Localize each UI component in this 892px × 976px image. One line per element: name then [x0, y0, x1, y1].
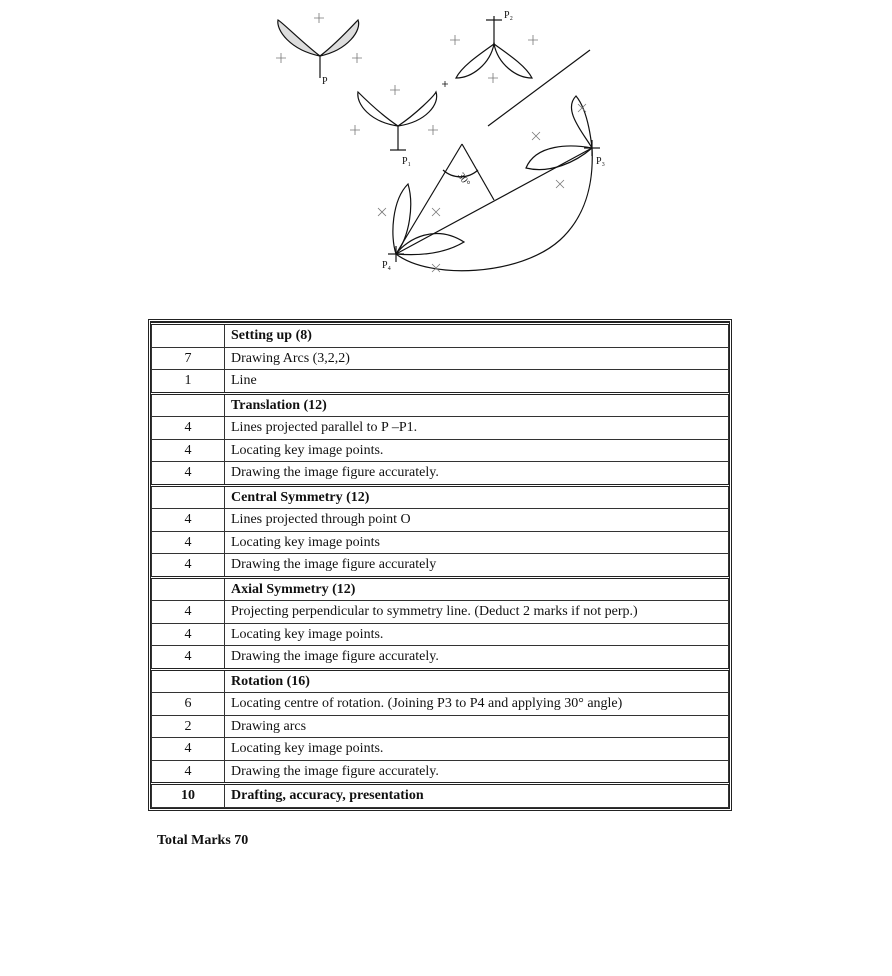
label-p1: P₁ [402, 156, 412, 167]
criterion-cell: Drawing the image figure accurately. [225, 462, 729, 486]
criterion-row [152, 738, 729, 761]
criterion-cell: Locating key image points [225, 531, 729, 554]
criterion-cell: Central Symmetry (12) [225, 485, 729, 509]
translated-figure [358, 92, 437, 150]
criterion-cell: Projecting perpendicular to symmetry line. (Deduct 2 marks if not perp.) [225, 601, 729, 624]
criterion-cell: Locating centre of rotation. (Joining P3 to P4 and applying 30° angle) [225, 693, 729, 716]
section-header-row [152, 324, 729, 348]
section-header-row [152, 393, 729, 417]
criterion-cell: Locating key image points. [225, 439, 729, 462]
symmetry-line [488, 50, 590, 126]
total-marks: Total Marks 70 [157, 833, 249, 848]
marks-cell: 4 [152, 417, 225, 440]
final-row [152, 784, 729, 808]
label-p3: P₃ [596, 156, 606, 167]
criterion-row [152, 601, 729, 624]
criterion-cell: Lines projected through point O [225, 509, 729, 532]
marks-cell [152, 485, 225, 509]
criterion-cell: Drawing the image figure accurately. [225, 760, 729, 784]
label-p2: P₂ [504, 10, 514, 21]
criterion-row [152, 347, 729, 370]
marks-cell: 4 [152, 760, 225, 784]
marks-cell [152, 577, 225, 601]
central-symmetry-figure [456, 16, 532, 78]
criterion-row [152, 715, 729, 738]
marks-cell [152, 669, 225, 693]
axial-symmetry-figure [526, 96, 600, 170]
construction-marks [276, 13, 586, 272]
marks-cell: 4 [152, 646, 225, 670]
criterion-row [152, 554, 729, 578]
criterion-cell: Drawing arcs [225, 715, 729, 738]
label-p4: P₄ [382, 260, 392, 271]
criterion-row [152, 646, 729, 670]
section-header-row [152, 485, 729, 509]
criterion-row [152, 509, 729, 532]
marks-cell: 2 [152, 715, 225, 738]
geometry-figure [240, 4, 612, 274]
label-p: P [322, 76, 328, 87]
criterion-cell: Drawing the image figure accurately. [225, 646, 729, 670]
criterion-cell: Locating key image points. [225, 623, 729, 646]
criterion-cell: Drawing Arcs (3,2,2) [225, 347, 729, 370]
marking-scheme-table [148, 319, 732, 811]
original-figure [278, 20, 359, 78]
marks-cell [152, 393, 225, 417]
criterion-row [152, 760, 729, 784]
criterion-cell: Drafting, accuracy, presentation [225, 784, 729, 808]
marks-cell: 4 [152, 531, 225, 554]
criterion-row [152, 370, 729, 394]
marks-cell: 4 [152, 554, 225, 578]
marks-cell: 4 [152, 623, 225, 646]
criterion-cell: Setting up (8) [225, 324, 729, 348]
criterion-row [152, 417, 729, 440]
criterion-row [152, 462, 729, 486]
criterion-row [152, 693, 729, 716]
angle-label: 30° [454, 170, 472, 189]
criterion-cell: Lines projected parallel to P –P1. [225, 417, 729, 440]
marks-cell: 6 [152, 693, 225, 716]
marks-cell: 4 [152, 738, 225, 761]
criterion-row [152, 439, 729, 462]
criterion-row [152, 531, 729, 554]
criterion-cell: Drawing the image figure accurately [225, 554, 729, 578]
transformation-diagram [240, 4, 612, 274]
criterion-cell: Locating key image points. [225, 738, 729, 761]
marks-cell: 4 [152, 462, 225, 486]
marks-cell [152, 324, 225, 348]
criterion-cell: Axial Symmetry (12) [225, 577, 729, 601]
rotation-construction [396, 144, 592, 271]
section-header-row [152, 669, 729, 693]
criterion-cell: Rotation (16) [225, 669, 729, 693]
marks-cell: 4 [152, 601, 225, 624]
criterion-cell: Translation (12) [225, 393, 729, 417]
marks-cell: 10 [152, 784, 225, 808]
section-header-row [152, 577, 729, 601]
marks-cell: 1 [152, 370, 225, 394]
marks-cell: 7 [152, 347, 225, 370]
criterion-row [152, 623, 729, 646]
criterion-cell: Line [225, 370, 729, 394]
marks-cell: 4 [152, 439, 225, 462]
marks-cell: 4 [152, 509, 225, 532]
